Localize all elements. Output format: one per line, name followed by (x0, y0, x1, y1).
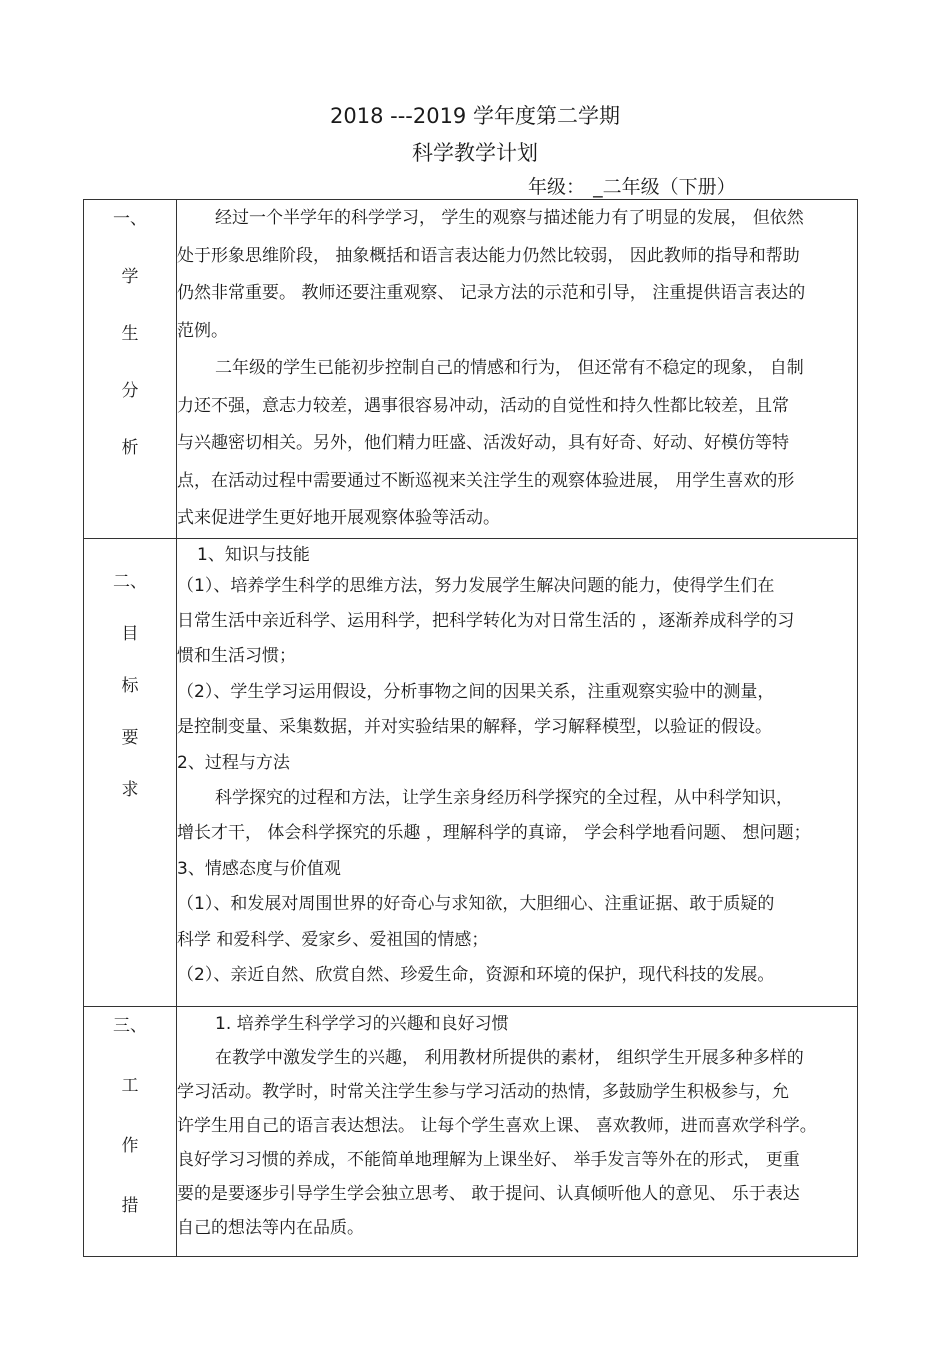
paragraph-line: 良好学习习惯的养成，不能简单地理解为上课坐好、 举手发言等外在的形式， 更重 (177, 1149, 800, 1170)
section-number: 二、 (113, 571, 147, 592)
section-label-char: 工 (121, 1075, 139, 1096)
document-subtitle: 科学教学计划 (412, 141, 538, 165)
section-number: 三、 (113, 1015, 147, 1036)
grade-label: 年级： (528, 176, 586, 198)
paragraph-line: 要的是要逐步引导学生学会独立思考、 敢于提问、认真倾听他人的意见、 乐于表达 (177, 1183, 800, 1204)
paragraph-line: 科学 和爱科学、爱家乡、爱祖国的情感； (177, 929, 489, 950)
paragraph-line: 仍然非常重要。 教师还要注重观察、 记录方法的示范和引导， 注重提供语言表达的 (177, 283, 806, 303)
paragraph-line: 在教学中激发学生的兴趣， 利用教材所提供的素材， 组织学生开展多种多样的 (215, 1047, 804, 1068)
section-content (177, 1006, 858, 1256)
paragraph-line: 与兴趣密切相关。另外，他们精力旺盛、活泼好动，具有好奇、好动、好模仿等特 (177, 433, 789, 453)
subheading: 2、过程与方法 (177, 752, 290, 773)
grade-line (528, 172, 750, 200)
paragraph-line: （2）、亲近自然、欣赏自然、珍爱生命，资源和环境的保护，现代科技的发展。 (177, 964, 775, 985)
grade-value: _二年级（下册） (591, 172, 750, 200)
section-content (177, 538, 858, 1006)
paragraph-line: 处于形象思维阶段， 抽象概括和语言表达能力仍然比较弱， 因此教师的指导和帮助 (177, 245, 800, 266)
paragraph-line: 自己的想法等内在品质。 (177, 1217, 364, 1238)
paragraph-line: 增长才干， 体会科学探究的乐趣 ，理解科学的真谛， 学会科学地看问题、 想问题； (177, 823, 811, 844)
section-label-char: 目 (121, 623, 139, 644)
paragraph-line: 日常生活中亲近科学、运用科学，把科学转化为对日常生活的 ，逐渐养成科学的习 (177, 610, 795, 631)
section-label-char: 学 (121, 267, 139, 287)
section-label-char: 措 (121, 1195, 139, 1216)
section-row-goals (84, 538, 858, 1006)
paragraph-line: 点，在活动过程中需要通过不断巡视来关注学生的观察体验进展， 用学生喜欢的形 (177, 470, 795, 491)
paragraph-line: 是控制变量、采集数据，并对实验结果的解释，学习解释模型，以验证的假设。 (177, 717, 772, 738)
paragraph-line: 力还不强，意志力较差，遇事很容易冲动，活动的自觉性和持久性都比较差，且常 (177, 395, 789, 416)
plan-table (83, 199, 858, 1257)
paragraph-line: 许学生用自己的语言表达想法。 让每个学生喜欢上课、 喜欢教师，进而喜欢学科学。 (177, 1115, 817, 1136)
paragraph-line: 式来促进学生更好地开展观察体验等活动。 (177, 508, 500, 528)
paragraph-line: 二年级的学生已能初步控制自己的情感和行为， 但还常有不稳定的现象， 自制 (215, 358, 804, 378)
paragraph-line: （1）、和发展对周围世界的好奇心与求知欲，大胆细心、注重证据、敢于质疑的 (177, 894, 775, 915)
section-label-char: 析 (121, 438, 139, 458)
section-row-student-analysis (84, 200, 858, 539)
subheading: 1、知识与技能 (197, 544, 310, 565)
paragraph-line: （2）、学生学习运用假设，分析事物之间的因果关系，注重观察实验中的测量， (177, 681, 775, 702)
paragraph-line: 经过一个半学年的科学学习， 学生的观察与描述能力有了明显的发展， 但依然 (215, 208, 804, 228)
section-content (177, 200, 858, 539)
section-label-char: 分 (121, 381, 139, 401)
section-row-measures (84, 1006, 858, 1256)
subheading: 3、情感态度与价值观 (177, 858, 341, 879)
paragraph-line: 惯和生活习惯； (177, 646, 296, 667)
document-title: 2018 ---2019 学年度第二学期 (330, 104, 620, 128)
section-label-char: 要 (121, 727, 139, 748)
section-label-char: 作 (121, 1135, 139, 1156)
paragraph-line: 科学探究的过程和方法，让学生亲身经历科学探究的全过程，从中科学知识， (215, 787, 793, 808)
section-number: 一、 (113, 209, 147, 229)
paragraph-line: 学习活动。教学时，时常关注学生参与学习活动的热情，多鼓励学生积极参与，允 (177, 1081, 789, 1102)
section-label-char: 生 (121, 324, 139, 344)
section-label (84, 538, 177, 1006)
paragraph-line: （1）、培养学生科学的思维方法，努力发展学生解决问题的能力，使得学生们在 (177, 575, 775, 596)
paragraph-line: 范例。 (177, 320, 228, 341)
section-label (84, 200, 177, 539)
section-label-char: 求 (121, 779, 139, 800)
section-label-char: 标 (121, 675, 139, 696)
subheading: 1. 培养学生科学学习的兴趣和良好习惯 (215, 1013, 509, 1034)
section-label (84, 1006, 177, 1256)
